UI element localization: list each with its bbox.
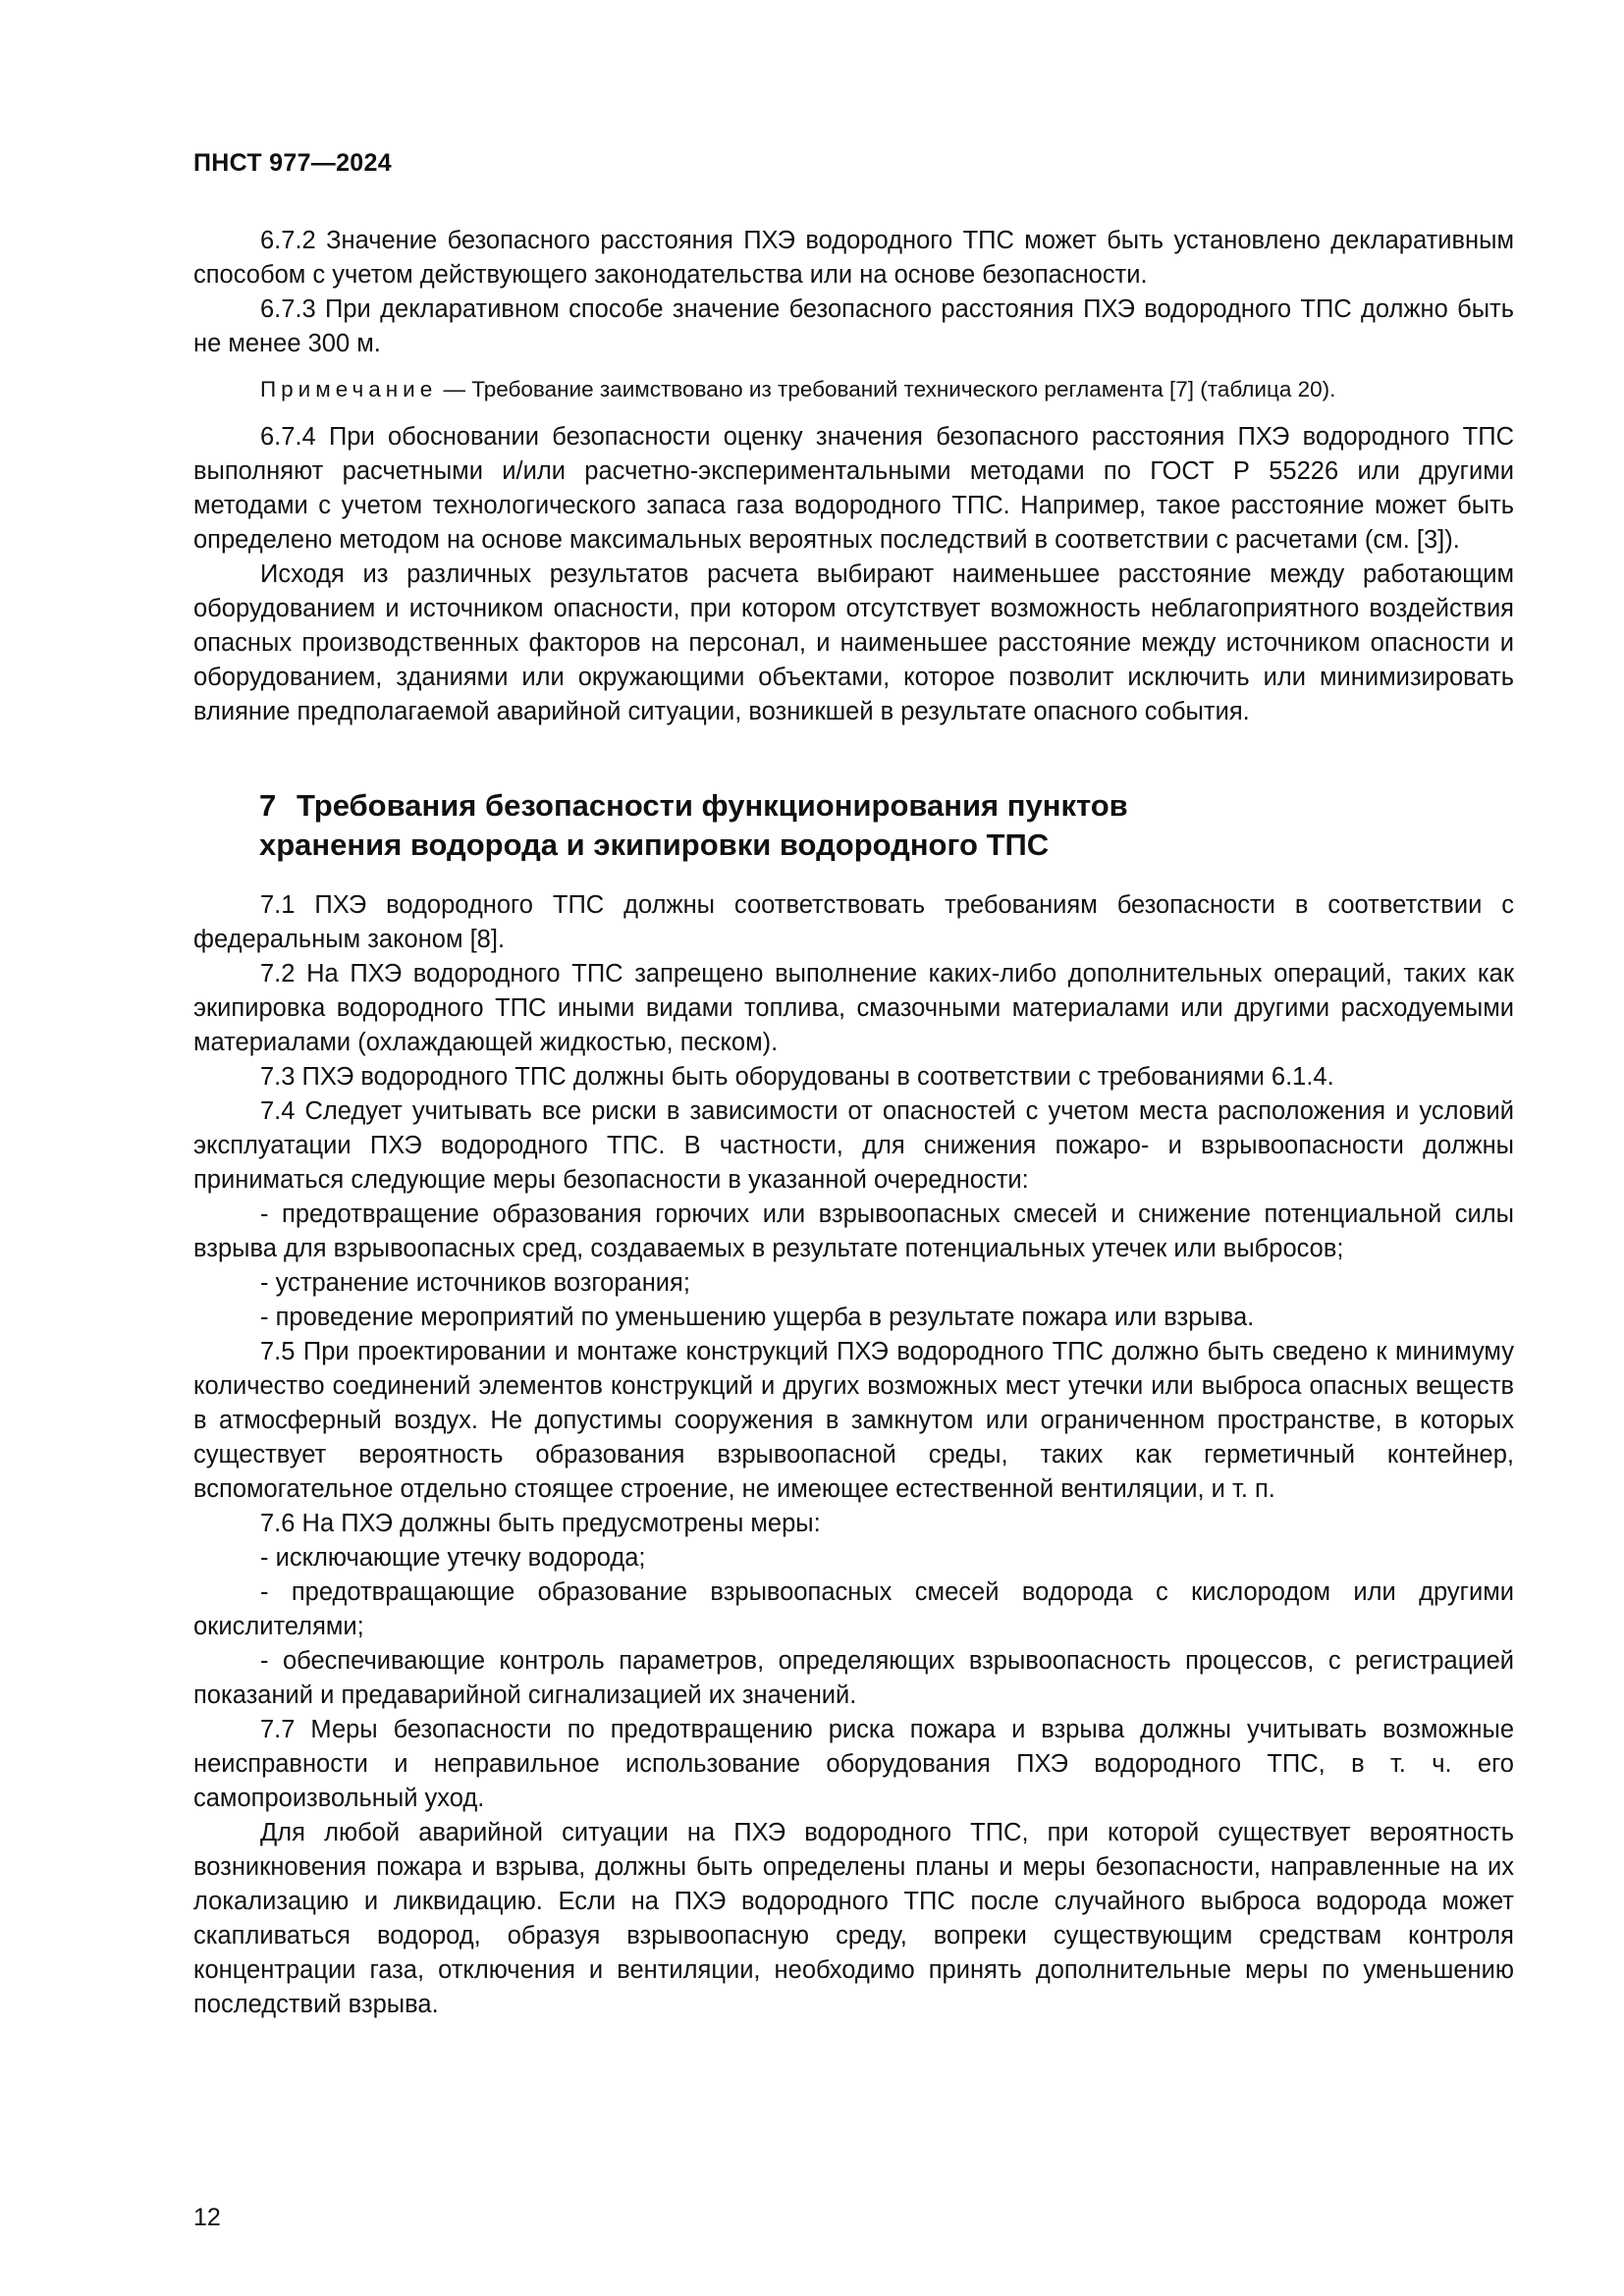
page-number: 12 <box>193 2204 221 2231</box>
list-item: - предотвращение образования горючих или взрывоопасных смесей и снижение потенциальной силы взрыва для взрывоопасных сред, создаваемых в результате потенциальных утечек или выбросов; <box>193 1201 1514 1262</box>
section-7-heading <box>259 786 1514 865</box>
note-label: Примечание <box>260 377 438 401</box>
paragraph-6-7-2: 6.7.2 Значение безопасного расстояния ПХЭ водородного ТПС может быть установлено декларативным способом с учетом действующего законодательства или на основе безопасности. <box>193 227 1514 289</box>
paragraph-6-7-4: 6.7.4 При обосновании безопасности оценку значения безопасного расстояния ПХЭ водородного ТПС выполняют расчетными и/или расчетно-экспериментальными методами по ГОСТ Р 55226 или другими методами с учетом технологического запаса газа водородного ТПС. Например, такое расстояние может быть определено методом на основе максимальных вероятных последствий в соответствии с расчетами (см. [3]). <box>193 423 1514 554</box>
note-text: — Требование заимствовано из требований технического регламента [7] (таблица 20). <box>437 377 1336 401</box>
document-body <box>193 224 1514 2022</box>
list-item: - предотвращающие образование взрывоопасных смесей водорода с кислородом или другими окислителями; <box>193 1578 1514 1640</box>
paragraph-7-7: 7.7 Меры безопасности по предотвращению риска пожара и взрыва должны учитывать возможные неисправности и неправильное использование оборудования ПХЭ водородного ТПС, в т. ч. его самопроизвольный уход. <box>193 1716 1514 1812</box>
note <box>193 375 1514 404</box>
section-title-line2: хранения водорода и экипировки водородного ТПС <box>259 828 1050 862</box>
paragraph-calculation: Исходя из различных результатов расчета выбирают наименьшее расстояние между работающим оборудованием и источником опасности, при котором отсутствует возможность неблагоприятного воздействия опасных производственных факторов на персонал, и наименьшее расстояние между источником опасности и оборудованием, зданиями или окружающими объектами, которое позволит исключить или минимизировать влияние предполагаемой аварийной ситуации, возникшей в результате опасного события. <box>193 561 1514 725</box>
paragraph-6-7-3: 6.7.3 При декларативном способе значение безопасного расстояния ПХЭ водородного ТПС должно быть не менее 300 м. <box>193 295 1514 357</box>
list-item: - исключающие утечку водорода; <box>260 1544 646 1572</box>
document-code: ПНСТ 977—2024 <box>193 149 392 177</box>
paragraph-emergency: Для любой аварийной ситуации на ПХЭ водородного ТПС, при которой существует вероятность возникновения пожара и взрыва, должны быть определены планы и меры безопасности, направленные на их локализацию и ликвидацию. Если на ПХЭ водородного ТПС после случайного выброса водорода может скапливаться водород, образуя взрывоопасную среду, вопреки существующим средствам контроля концентрации газа, отключения и вентиляции, необходимо принять дополнительные меры по уменьшению последствий взрыва. <box>193 1819 1514 2018</box>
paragraph-7-1: 7.1 ПХЭ водородного ТПС должны соответствовать требованиям безопасности в соответствии с федеральным законом [8]. <box>193 891 1514 953</box>
paragraph-7-4: 7.4 Следует учитывать все риски в зависимости от опасностей с учетом места расположения и условий эксплуатации ПХЭ водородного ТПС. В частности, для снижения пожаро- и взрывоопасности должны приниматься следующие меры безопасности в указанной очередности: <box>193 1097 1514 1194</box>
paragraph-7-3: 7.3 ПХЭ водородного ТПС должны быть оборудованы в соответствии с требованиями 6.1.4. <box>260 1063 1334 1091</box>
list-item: - устранение источников возгорания; <box>260 1269 690 1297</box>
section-title-line1: Требования безопасности функционирования пунктов <box>297 788 1128 823</box>
paragraph-7-5: 7.5 При проектировании и монтаже конструкций ПХЭ водородного ТПС должно быть сведено к минимуму количество соединений элементов конструкций и других возможных мест утечки или выброса опасных веществ в атмосферный воздух. Не допустимы сооружения в замкнутом или ограниченном пространстве, в которых существует вероятность образования взрывоопасной среды, таких как герметичный контейнер, вспомогательное отдельно стоящее строение, не имеющее естественной вентиляции, и т. п. <box>193 1338 1514 1503</box>
list-item: - обеспечивающие контроль параметров, определяющих взрывоопасность процессов, с регистрацией показаний и предаварийной сигнализацией их значений. <box>193 1647 1514 1709</box>
list-item: - проведение мероприятий по уменьшению ущерба в результате пожара или взрыва. <box>260 1304 1255 1331</box>
section-number: 7 <box>259 788 277 823</box>
paragraph-7-2: 7.2 На ПХЭ водородного ТПС запрещено выполнение каких-либо дополнительных операций, таких как экипировка водородного ТПС иными видами топлива, смазочными материалами или другими расходуемыми материалами (охлаждающей жидкостью, песком). <box>193 960 1514 1056</box>
paragraph-7-6: 7.6 На ПХЭ должны быть предусмотрены меры: <box>260 1510 821 1537</box>
